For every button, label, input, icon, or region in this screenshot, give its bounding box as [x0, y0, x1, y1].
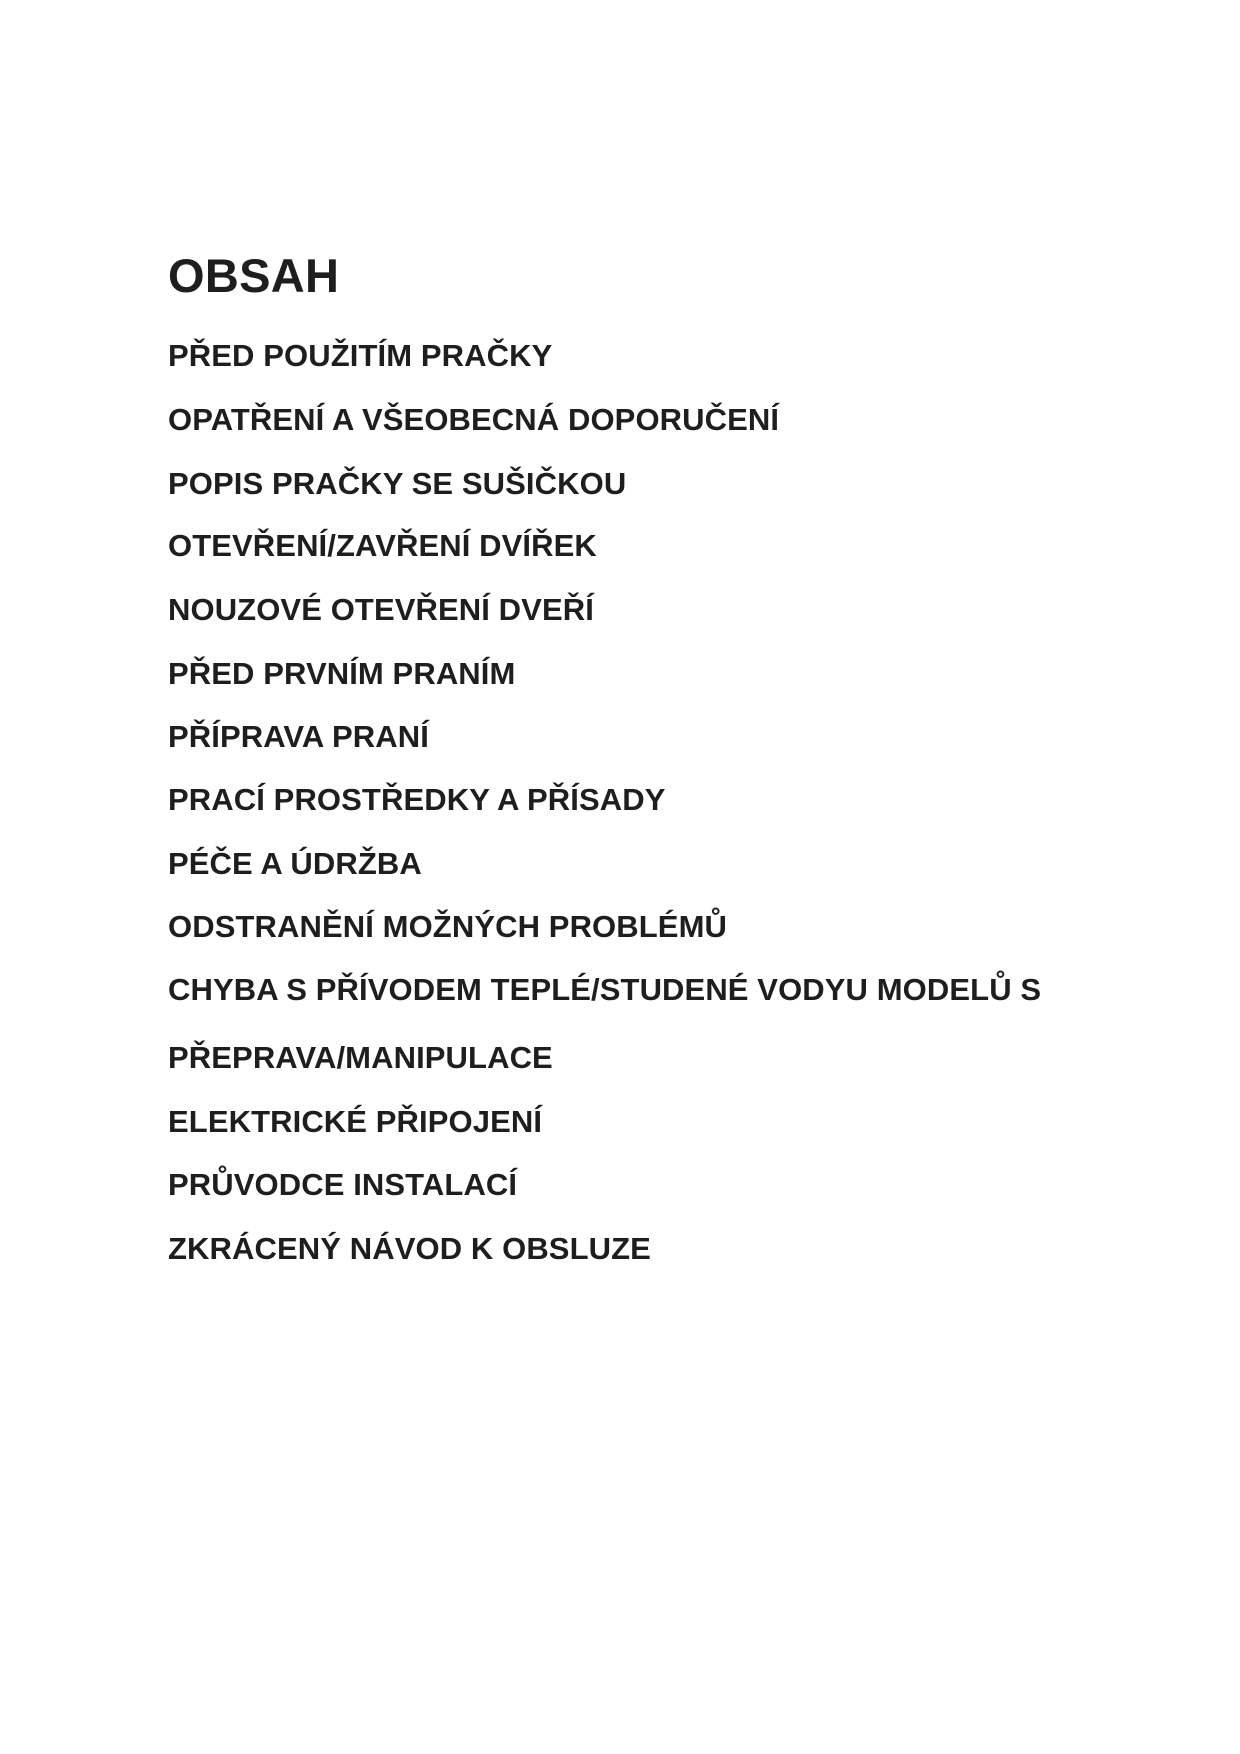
- toc-item: PŘED POUŽITÍM PRAČKY: [168, 338, 553, 373]
- toc-item: PŘEPRAVA/MANIPULACE: [168, 1040, 553, 1075]
- toc-item: PÉČE A ÚDRŽBA: [168, 846, 422, 881]
- toc-item: OPATŘENÍ A VŠEOBECNÁ DOPORUČENÍ: [168, 402, 780, 437]
- toc-item: ZKRÁCENÝ NÁVOD K OBSLUZE: [168, 1231, 651, 1266]
- toc-item: OTEVŘENÍ/ZAVŘENÍ DVÍŘEK: [168, 528, 597, 563]
- toc-item: NOUZOVÉ OTEVŘENÍ DVEŘÍ: [168, 592, 594, 627]
- toc-item: CHYBA S PŘÍVODEM TEPLÉ/STUDENÉ VODYU MODELŮ S: [168, 972, 1042, 1007]
- toc-item: PŘÍPRAVA PRANÍ: [168, 719, 429, 754]
- toc-item: PRŮVODCE INSTALACÍ: [168, 1167, 518, 1202]
- toc-item: PŘED PRVNÍM PRANÍM: [168, 656, 516, 691]
- toc-item: ELEKTRICKÉ PŘIPOJENÍ: [168, 1104, 543, 1139]
- toc-item: POPIS PRAČKY SE SUŠIČKOU: [168, 466, 627, 501]
- toc-item: ODSTRANĚNÍ MOŽNÝCH PROBLÉMŮ: [168, 909, 727, 944]
- page-title: OBSAH: [168, 249, 340, 302]
- toc-item: PRACÍ PROSTŘEDKY A PŘÍSADY: [168, 782, 666, 817]
